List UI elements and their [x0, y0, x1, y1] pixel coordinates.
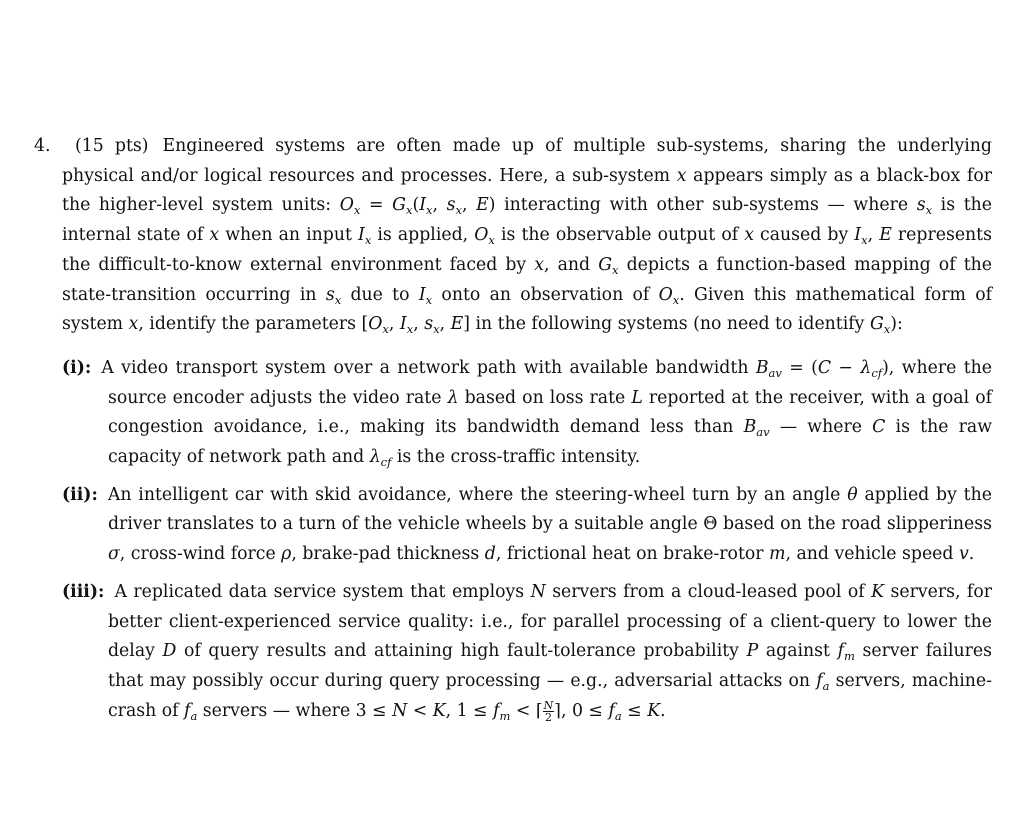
intro-text: Engineered systems are often made up of multiple sub-systems, sharing the underlying physical and/or logical resources and processes. Here, a sub-system [62, 136, 992, 186]
part-text: An intelligent car with skid avoidance, where the steering-wheel turn by an angle [107, 484, 848, 505]
math-var: O [658, 284, 673, 305]
intro-text: , identify the parameters [ [138, 314, 369, 335]
math-subscript: x [488, 233, 495, 248]
intro-text: ): [890, 314, 903, 335]
math-var: m [769, 544, 786, 565]
problem-intro [34, 132, 992, 340]
math-subscript: x [883, 322, 891, 337]
part-text: , cross-wind force [119, 544, 282, 565]
math-var: K [432, 700, 446, 721]
math-var: P [746, 641, 759, 662]
math-var: C [872, 417, 886, 438]
math-var: B [743, 417, 757, 438]
part-text: is the raw capacity of network path and [108, 417, 992, 468]
math-var: N [392, 700, 408, 721]
math-var: f [816, 670, 823, 691]
intro-text: when an input [219, 225, 358, 246]
math-subscript: m [499, 708, 511, 723]
math-operator: = [360, 195, 393, 216]
part-text: A replicated data service system that employs [114, 581, 531, 602]
math-var: s [424, 314, 434, 335]
math-operator: ( [412, 195, 420, 216]
math-subscript: x [405, 203, 413, 218]
math-operator: = ( [781, 357, 818, 378]
math-var: ρ [281, 544, 292, 565]
part-text: , and vehicle speed [785, 544, 959, 565]
sub-question-ii [62, 481, 992, 570]
part-text: applied by the driver translates to a turn of the vehicle wheels by a suitable angle [108, 484, 992, 535]
problem-number: 4. [34, 136, 51, 156]
math-operator: ≤ [621, 700, 648, 721]
math-var: G [392, 195, 406, 216]
intro-text: due to [341, 284, 419, 305]
part-text: servers, machine-crash of [108, 670, 992, 721]
math-subscript: av [768, 365, 782, 380]
math-var: λ [447, 387, 459, 408]
part-text: , frictional heat on brake-rotor [495, 544, 770, 565]
math-var: B [755, 357, 769, 378]
math-var: I [399, 314, 407, 335]
math-var: C [817, 357, 832, 378]
sub-question-label: (ii): [62, 484, 98, 505]
intro-text: . Given this mathematical form of system [62, 284, 992, 335]
math-subscript: av [756, 425, 770, 440]
math-var: O [368, 314, 383, 335]
part-text: of query results and attaining high fault-tolerance probability [176, 641, 747, 662]
part-text: servers — where 3 ≤ [197, 700, 393, 721]
math-var: θ [847, 484, 858, 505]
part-text: against [758, 641, 838, 662]
math-var: d [484, 544, 496, 565]
math-subscript: x [672, 292, 680, 307]
math-subscript: a [614, 708, 622, 723]
part-text: , brake-pad thickness [291, 544, 485, 565]
math-operator: , [432, 195, 447, 216]
intro-text: caused by [753, 225, 855, 246]
math-subscript: x [612, 262, 619, 277]
math-subscript: x [382, 322, 389, 337]
math-subscript: x [925, 203, 933, 218]
math-var: L [631, 387, 643, 408]
math-operator: , [439, 314, 451, 335]
part-text: server failures that may possibly occur during query processing — e.g., adversarial attacks on [108, 641, 992, 691]
intro-text: depicts a function-based mapping of the state-transition occurring in [62, 254, 992, 305]
math-var: x [128, 314, 139, 335]
math-var: I [357, 225, 365, 246]
math-var: f [837, 641, 844, 662]
math-subscript: x [426, 203, 433, 218]
math-var: K [871, 581, 885, 602]
math-subscript: x [425, 292, 433, 307]
intro-text: ] in the following systems (no need to identify [463, 314, 870, 335]
math-var: λ [369, 447, 381, 468]
math-subscript: x [353, 203, 361, 218]
sub-question-label: (i): [62, 357, 92, 378]
sub-question-i [62, 354, 992, 473]
math-var: I [854, 225, 862, 246]
math-operator: < [407, 700, 433, 721]
math-var: v [958, 544, 969, 565]
intro-text: is the observable output of [494, 225, 745, 246]
math-var: E [450, 314, 464, 335]
math-operator: , [462, 195, 477, 216]
fraction-denominator: 2 [544, 710, 552, 724]
math-operator: , [867, 225, 880, 246]
intro-text: ) interacting with other sub-systems — where [488, 195, 917, 216]
part-text: A video transport system over a network path with available bandwidth [101, 357, 756, 378]
math-symbol: Θ [703, 514, 718, 535]
part-text: . [968, 544, 975, 565]
fraction-numerator: N [543, 698, 554, 712]
math-subscript: x [861, 233, 868, 248]
math-operator: − [831, 357, 861, 378]
math-operator: , 1 ≤ [445, 700, 494, 721]
problem-4 [34, 132, 992, 734]
math-subscript: x [433, 322, 440, 337]
math-var: x [534, 254, 545, 275]
math-operator: ⌉, 0 ≤ [554, 700, 609, 721]
part-text: — where [769, 417, 873, 438]
sub-question-iii [62, 578, 992, 727]
part-text: reported at the receiver, with a goal of congestion avoidance, i.e., making its bandwidth demand less than [108, 387, 992, 438]
math-var: f [493, 700, 500, 721]
math-subscript: a [822, 678, 830, 693]
part-text: ), where the source encoder adjusts the video rate [108, 357, 993, 408]
math-var: D [162, 641, 177, 662]
math-var: K [647, 700, 661, 721]
fraction [543, 700, 555, 723]
math-var: x [744, 225, 754, 246]
part-text: servers from a cloud-leased pool of [545, 581, 872, 602]
math-var: x [676, 165, 687, 186]
sub-question-label: (iii): [62, 581, 105, 602]
math-var: I [418, 284, 426, 305]
math-operator: < ⌈ [510, 700, 543, 721]
math-subscript: x [455, 203, 463, 218]
math-var: N [530, 581, 546, 602]
math-var: E [879, 225, 892, 246]
problem-points: (15 pts) [75, 136, 149, 156]
math-var: G [869, 314, 884, 335]
math-subscript: x [334, 292, 342, 307]
math-subscript: cf [871, 365, 883, 380]
math-subscript: cf [380, 455, 392, 470]
math-var: f [184, 700, 191, 721]
math-subscript: x [364, 233, 372, 248]
math-subscript: x [406, 322, 414, 337]
math-var: σ [108, 544, 120, 565]
math-var: s [446, 195, 456, 216]
math-subscript: m [844, 649, 855, 664]
math-var: s [916, 195, 926, 216]
part-text: is the cross-traffic intensity. [391, 447, 641, 468]
math-var: E [476, 195, 489, 216]
math-operator: , [388, 314, 400, 335]
math-var: λ [860, 357, 872, 378]
math-subscript: a [190, 708, 198, 723]
math-var: O [474, 225, 489, 246]
math-var: I [419, 195, 427, 216]
intro-text: , and [544, 254, 599, 275]
intro-text: is the internal state of [62, 195, 992, 246]
math-var: f [608, 700, 615, 721]
sub-questions [34, 354, 992, 726]
part-text: based on the road slipperiness [717, 514, 992, 535]
intro-text: onto an observation of [432, 284, 659, 305]
intro-text: is applied, [371, 225, 475, 246]
intro-text: appears simply as a black-box for the higher-level system units: [62, 165, 992, 216]
math-operator: , [413, 314, 425, 335]
part-text: . [660, 700, 666, 721]
math-var: s [325, 284, 335, 305]
part-text: based on loss rate [458, 387, 632, 408]
math-var: x [209, 225, 220, 246]
math-var: G [598, 254, 612, 275]
intro-text: represents the difficult-to-know external environment faced by [62, 225, 992, 275]
part-text: servers, for better client-experienced service quality: i.e., for parallel processing of a client-query to lower the delay [108, 581, 992, 662]
math-var: O [339, 195, 354, 216]
